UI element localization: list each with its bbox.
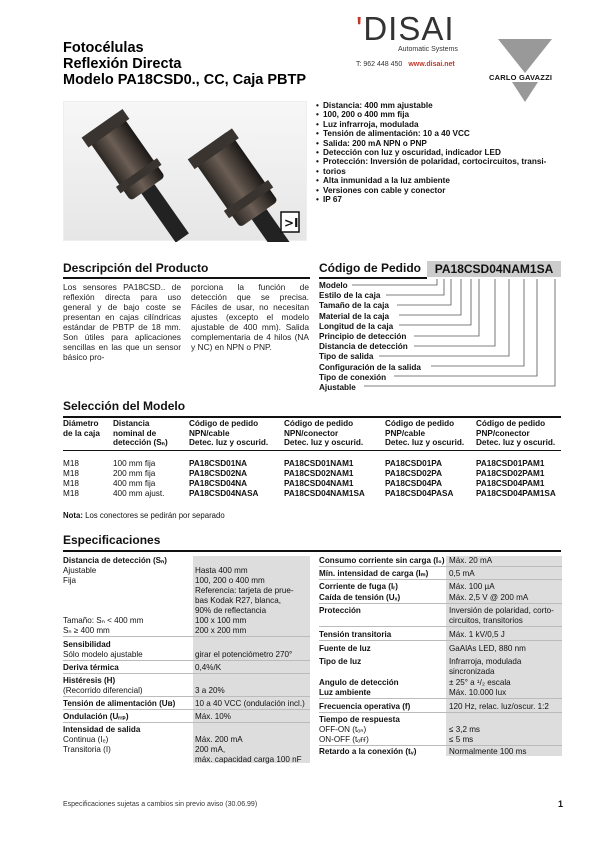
ordering-connector-lines <box>319 279 569 394</box>
ordering-field: Distancia de detección <box>319 342 408 352</box>
feature-item: • 100, 200 o 400 mm fija <box>316 110 571 119</box>
product-photo <box>63 101 307 241</box>
ordering-field: Principio de detección <box>319 332 407 342</box>
col-header-pnp-connector: Código de pedido PNP/conector Detec. luz y oscurid. <box>476 419 556 448</box>
feature-item: • IP 67 <box>316 195 571 204</box>
description-heading: Descripción del Producto <box>63 261 209 275</box>
selection-note: Nota: Los conectores se pedirán por separado <box>63 511 225 520</box>
ordering-field: Ajustable <box>319 383 356 393</box>
feature-item: • Luz infrarroja, modulada <box>316 120 571 129</box>
disai-phone: T: 962 448 450 <box>356 61 403 68</box>
ordering-heading: Código de Pedido <box>319 261 421 275</box>
footer-text: Especificaciones sujetas a cambios sin previo aviso (30.06.99) <box>63 801 258 808</box>
specs-heading: Especificaciones <box>63 533 161 547</box>
feature-item: • Alta inmunidad a la luz ambiente <box>316 176 571 185</box>
sensors-image <box>64 102 308 242</box>
feature-item: • Tensión de alimentación: 10 a 40 VCC <box>316 129 571 138</box>
carlo-gavazzi-label: CARLO GAVAZZI <box>489 73 553 82</box>
ordering-field: Material de la caja <box>319 311 390 321</box>
specs-right: Consumo corriente sin carga (I₀) Máx. 20 mA Mín. intensidad de carga (Iₘ) 0,5 mA Corriente de fuga (Iᵣ) Máx. 100 µA Caída de tensión (Uₓ) Máx. 2,5 V @ 200 mA Protección Inversión de polaridad, corto- circuitos, transitorios Tensión transitoria Máx. 1 kV/0,5 J Fuente de luz GaAlAs LED, 880 nm Tipo de luz Infrarroja, modulada sincronizada Angulo de detección ± 25° a ¹/₂ escala Luz ambiente Máx. 10.000 lux Frecuencia operativa (f) 120 Hz, relac. luz/oscur. 1:2 Tiempo de respuesta OFF-ON (tₒₙ) ≤ 3,2 ms ON-OFF (tₒғғ) ≤ 5 ms Retardo a la conexión (tᵥ) Normalmente 100 ms <box>319 556 562 766</box>
feature-item: • Detección con luz y oscuridad, indicador LED <box>316 148 571 157</box>
selection-heading: Selección del Modelo <box>63 399 186 413</box>
title-line-1: Fotocélulas <box>63 40 144 56</box>
page-title <box>63 40 306 88</box>
disai-web-link[interactable]: www.disai.net <box>408 61 455 68</box>
title-line-2: Reflexión Directa <box>63 56 182 72</box>
disai-brand: DISAI <box>363 10 455 47</box>
description-rule <box>63 277 310 279</box>
feature-item: • Versiones con cable y conector <box>316 186 571 195</box>
ordering-field: Tamaño de la caja <box>319 301 389 311</box>
feature-list <box>316 101 571 204</box>
feature-item: • Salida: 200 mA NPN o PNP <box>316 139 571 148</box>
ordering-field: Tipo de conexión <box>319 372 387 382</box>
page-number: 1 <box>558 799 564 809</box>
ordering-field: Tipo de salida <box>319 352 374 362</box>
disai-subtitle: Automatic Systems <box>398 46 458 53</box>
col-header-npn-cable: Código de pedido NPN/cable Detec. luz y oscurid. <box>189 419 269 448</box>
ordering-code: PA18CSD04NAM1SA <box>427 261 561 277</box>
disai-logo: 'DISAI <box>356 10 455 47</box>
feature-item: • Protección: Inversión de polaridad, cortocircuitos, transi- <box>316 157 571 166</box>
svg-text:>I: >I <box>284 216 299 230</box>
ordering-field: Modelo <box>319 281 348 290</box>
description-col-2: porciona la función de detección que se precisa. Fáciles de usar, no necesitan ajustes (excepto el modelo ajustable de 400 mm). Salida complementaria de 4 hilos (NA y NC) en NPN o PNP. <box>191 282 309 352</box>
ordering-field: Estilo de la caja <box>319 291 381 301</box>
col-header-diameter: Diámetro de la caja <box>63 419 100 438</box>
ordering-field: Longitud de la caja <box>319 321 394 331</box>
col-header-pnp-cable: Código de pedido PNP/cable Detec. luz y oscurid. <box>385 419 465 448</box>
col-header-npn-connector: Código de pedido NPN/conector Detec. luz y oscurid. <box>284 419 364 448</box>
title-line-3: Modelo PA18CSD0., CC, Caja PBTP <box>63 72 307 88</box>
ordering-field: Configuración de la salida <box>319 362 421 372</box>
feature-item: • Distancia: 400 mm ajustable <box>316 101 571 110</box>
description-col-1: Los sensores PA18CSD.. de reflexión directa para uso general y de bajo coste se presentan en cajas cilíndricas estándar de PBTP de 18 mm. Son útiles para aplicaciones sencillas en las que un sensor básico pro- <box>63 282 181 362</box>
specs-rule <box>63 550 561 552</box>
header-divider <box>63 450 561 451</box>
selection-rule <box>63 416 561 418</box>
col-header-distance: Distancia nominal de detección (Sₙ) <box>113 419 168 448</box>
feature-item: • torios <box>316 167 571 176</box>
disai-contact <box>356 61 455 68</box>
specs-left: Distancia de detección (Sₙ) Ajustable Hasta 400 mm Fija 100, 200 o 400 mm Referencia: tarjeta de prue- bas Kodak R27, blanca, 90% de reflectancia Tamaño: Sₙ < 400 mm 100 x 100 mm Sₙ ≥ 400 mm 200 x 200 mm Sensibilidad Sólo modelo ajustable girar el potenciómetro 270° Deriva térmica 0,4%/K Histéresis (H) (Recorrido diferencial) 3 a 20% Tensión de alimentación (Uв) 10 a 40 VCC (ondulación incl.) Ondulación (Uᵣᵣₚ) Máx. 10% Intensidad de salida Continua (Iₑ) Máx. 200 mA Transitoria (I) 200 mA, máx. capacidad carga 100 nF <box>63 556 310 766</box>
